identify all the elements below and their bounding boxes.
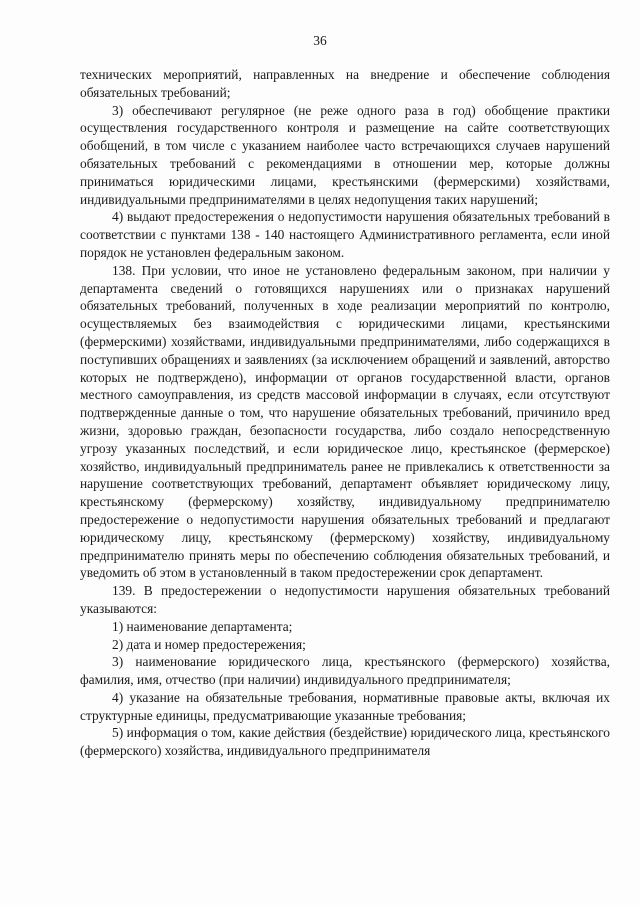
paragraph-continuation: технических мероприятий, направленных на внедрение и обеспечение соблюдения обязательных требований; xyxy=(80,67,610,100)
page-number: 36 xyxy=(313,33,327,48)
list-item-2: 2) дата и номер предостережения; xyxy=(112,636,306,652)
list-item-1: 1) наименование департамента; xyxy=(112,618,293,634)
paragraph-138: 138. При условии, что иное не установлено федеральным законом, при наличии у департамента сведений о готовящихся нарушениях или о признаках нарушений обязательных требований, полученных в ходе реализации мероприятий по контролю, осуществляемых без взаимодействия с юридическими лицами, крестьянскими (фермерскими) хозяйствами, индивидуальными предпринимателями, либо содержащихся в поступивших обращениях и заявлениях (за исключением обращений и заявлений, авторство которых не подтверждено), информации от органов государственной власти, органов местного самоуправления, из средств массовой информации в случаях, если отсутствуют подтвержденные данные о том, что нарушение обязательных требований, причинило вред жизни, здоровью граждан, безопасности государства, либо создало непосредственную угрозу указанных последствий, и если юридическое лицо, крестьянское (фермерское) хозяйство, индивидуальный предприниматель ранее не привлекались к ответственности за нарушение соответствующих требований, департамент объявляет юридическому лицу, крестьянскому (фермерскому) хозяйству, индивидуальному предпринимателю предостережение о недопустимости нарушения обязательных требований и предлагают юридическому лицу, крестьянскому (фермерскому) хозяйству, индивидуальному предпринимателю принять меры по обеспечению соблюдения обязательных требований, и уведомить об этом в установленный в таком предостережении срок департамент. xyxy=(80,262,610,581)
paragraph-139: 139. В предостережении о недопустимости нарушения обязательных требований указываются: xyxy=(80,583,610,616)
list-item-3: 3) наименование юридического лица, крестьянского (фермерского) хозяйства, фамилия, имя, отчество (при наличии) индивидуального предпринимателя; xyxy=(80,654,610,688)
paragraph-item-4: 4) выдают предостережения о недопустимости нарушения обязательных требований в соответствии с пунктами 138 - 140 настоящего Административного регламента, если иной порядок не установлен федеральным законом. xyxy=(80,209,610,260)
list-item-4: 4) указание на обязательные требования, нормативные правовые акты, включая их структурные единицы, предусматривающие указанные требования; xyxy=(80,689,610,723)
paragraph-item-3: 3) обеспечивают регулярное (не реже одного раза в год) обобщение практики осуществления государственного контроля и размещение на сайте соответствующих обобщений, в том числе с указанием наиболее часто встречающихся случаев нарушений обязательных требований с рекомендациями в отношении мер, которые должны приниматься юридическими лицами, крестьянскими (фермерскими) хозяйствами, индивидуальными предпринимателями в целях недопущения таких нарушений; xyxy=(80,102,610,207)
list-item-5: 5) информация о том, какие действия (бездействие) юридического лица, крестьянского (фермерского) хозяйства, индивидуального предпринимателя xyxy=(80,725,610,759)
document-body xyxy=(80,66,610,760)
